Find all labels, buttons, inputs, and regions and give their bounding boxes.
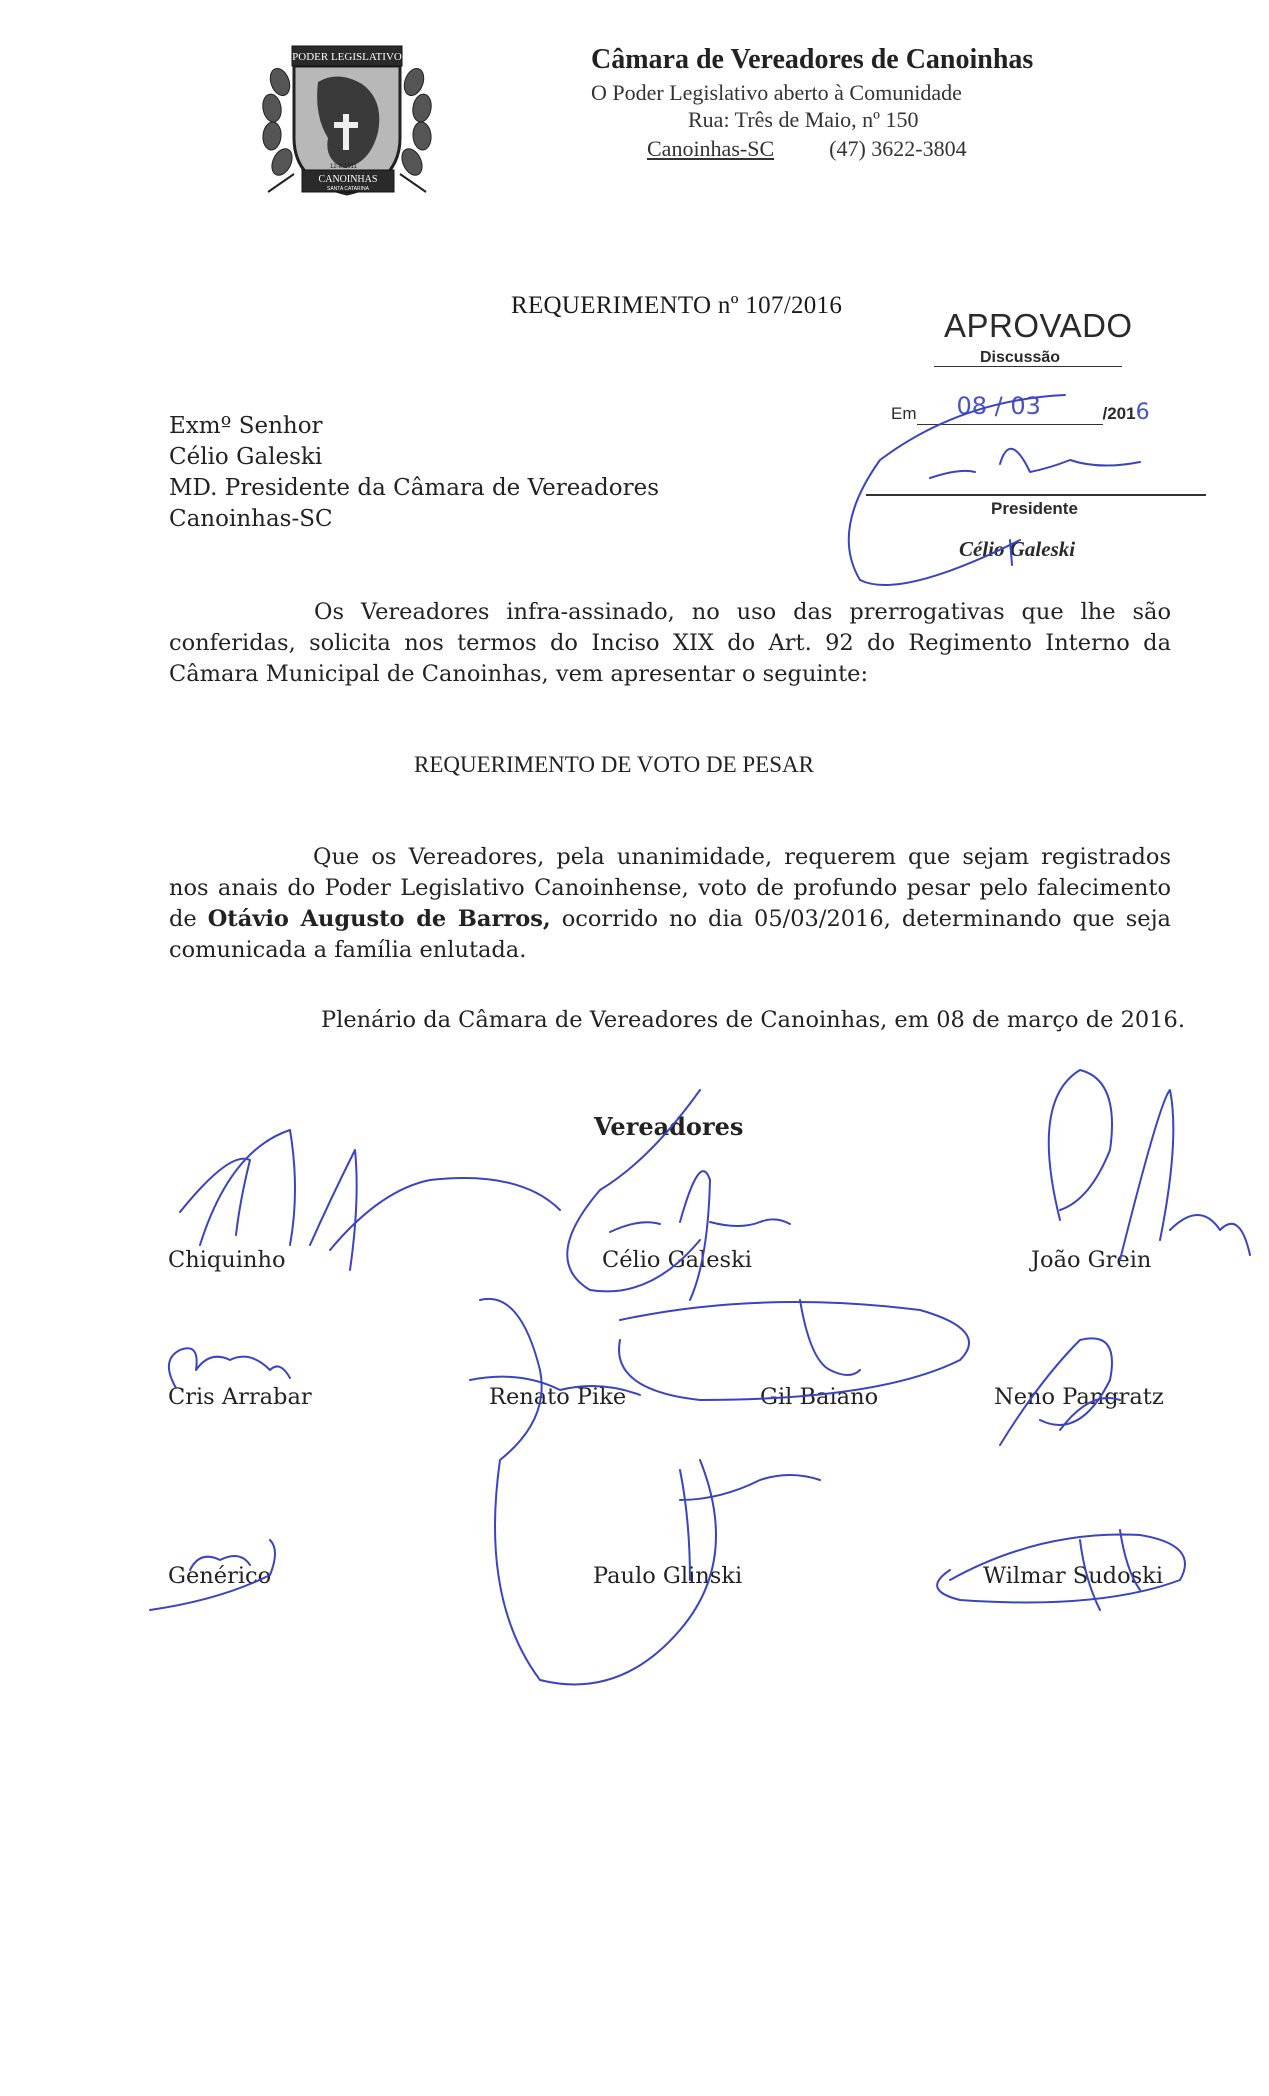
- stamp-name: Célio Galeski: [959, 537, 1076, 561]
- svg-text:PODER LEGISLATIVO: PODER LEGISLATIVO: [292, 51, 402, 63]
- signature-cris: [169, 1348, 290, 1388]
- signatures-heading: Vereadores: [594, 1112, 744, 1141]
- stamp-year-printed: /201: [1102, 404, 1136, 423]
- stamp-signature-line: [866, 494, 1206, 496]
- svg-text:CANOINHAS: CANOINHAS: [318, 174, 378, 185]
- svg-text:SANTA CATARINA: SANTA CATARINA: [327, 186, 369, 192]
- stamp-date: [891, 392, 1150, 425]
- deceased-name: Otávio Augusto de Barros,: [207, 906, 551, 932]
- addressee-salutation: Exmº Senhor: [169, 413, 323, 439]
- institution-name: Câmara de Vereadores de Canoinhas: [591, 44, 1034, 75]
- stamp-year-written: 6: [1135, 400, 1150, 425]
- institution-city: Canoinhas-SC: [647, 136, 775, 161]
- signer-name: Chiquinho: [168, 1247, 286, 1273]
- signer-name: Wilmar Sudoski: [983, 1563, 1164, 1589]
- addressee-title: MD. Presidente da Câmara de Vereadores: [169, 475, 659, 501]
- signer-name: Renato Pike: [489, 1384, 627, 1410]
- institution-city-phone: [647, 136, 967, 162]
- institution-tagline: O Poder Legislativo aberto à Comunidade: [591, 80, 962, 105]
- signer-name: Genérico: [168, 1563, 272, 1589]
- addressee-name: Célio Galeski: [169, 444, 323, 470]
- document-title: REQUERIMENTO nº 107/2016: [511, 292, 843, 319]
- stamp-stage: Discussão: [980, 349, 1061, 366]
- stamp-date-written: 08 / 03: [956, 392, 1041, 420]
- stamp-status: APROVADO: [944, 307, 1133, 344]
- institution-phone: (47) 3622-3804: [829, 136, 967, 161]
- svg-text:12-8-1911: 12-8-1911: [330, 164, 357, 170]
- institution-address: Rua: Três de Maio, nº 150: [688, 107, 919, 132]
- signer-name: Neno Pangratz: [994, 1384, 1164, 1410]
- signer-name: Célio Galeski: [602, 1247, 752, 1273]
- addressee-city: Canoinhas-SC: [169, 506, 333, 532]
- stamp-role: Presidente: [991, 499, 1078, 518]
- logo: [258, 42, 436, 204]
- signature-renato: [470, 1299, 716, 1685]
- section-title: REQUERIMENTO DE VOTO DE PESAR: [414, 752, 814, 777]
- signer-name: Paulo Glinski: [593, 1563, 743, 1589]
- body-paragraph: [169, 842, 1171, 966]
- intro-paragraph: Os Vereadores infra-assinado, no uso das prerrogativas que lhe são conferidas, solicita nos termos do Inciso XIX do Art. 92 do Regimento Interno da Câmara Municipal de Canoinhas, vem apresentar o seguinte:: [169, 599, 1171, 687]
- body-part2: ocorrido no dia 05/03/2016, determinando que seja comunicada a família enlutada.: [169, 906, 1171, 963]
- signer-name: João Grein: [1031, 1247, 1152, 1273]
- signer-name: Gil Baiano: [760, 1384, 879, 1410]
- body-part1: Que os Vereadores, pela unanimidade, requerem que sejam registrados nos anais do Poder Legislativo Canoinhense, voto de profundo pesar pelo falecimento de: [169, 844, 1171, 932]
- stamp-date-prefix: Em: [891, 404, 917, 423]
- closing-line: Plenário da Câmara de Vereadores de Canoinhas, em 08 de março de 2016.: [321, 1007, 1185, 1033]
- signature-joao: [1049, 1070, 1250, 1260]
- signature-stamp: [930, 449, 1140, 478]
- coat-of-arms-icon: [258, 42, 436, 204]
- signer-name: Cris Arrabar: [168, 1384, 312, 1410]
